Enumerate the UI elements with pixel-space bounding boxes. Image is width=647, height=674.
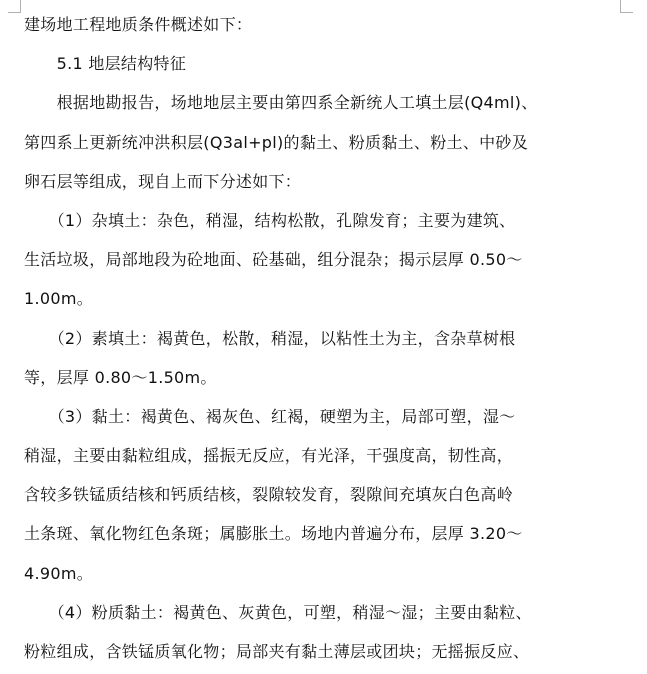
- text-line: 等，层厚 0.80～1.50m。: [24, 367, 217, 387]
- text-line: 含较多铁锰质结核和钙质结核，裂隙较发育，裂隙间充填灰白色高岭: [24, 485, 514, 505]
- document-body[interactable]: [24, 0, 616, 671]
- text-line: 土条斑、氧化物红色条斑；属膨胀土。场地内普遍分布，层厚 3.20～: [24, 524, 523, 544]
- text-line: 生活垃圾，局部地段为砼地面、砼基础，组分混杂；揭示层厚 0.50～: [24, 250, 523, 270]
- text-line: 第四系上更新统冲洪积层(Q3al+pl)的黏土、粉质黏土、粉土、中砂及: [24, 132, 529, 152]
- page-corner-mark-left: [8, 0, 21, 13]
- text-line: （3）黏土：褐黄色、褐灰色、红褐，硬塑为主，局部可塑，湿～: [24, 406, 516, 426]
- text-line: 根据地勘报告，场地地层主要由第四系全新统人工填土层(Q4ml)、: [24, 93, 538, 113]
- text-line: 建场地工程地质条件概述如下：: [24, 15, 253, 34]
- page-corner-mark-right: [620, 0, 633, 13]
- text-line: （1）杂填土：杂色，稍湿，结构松散，孔隙发育；主要为建筑、: [24, 210, 516, 230]
- text-line: 粉粒组成，含铁锰质氧化物；局部夹有黏土薄层或团块；无摇振反应、: [24, 642, 530, 661]
- text-line: 卵石层等组成，现自上而下分述如下：: [24, 171, 302, 191]
- text-line: 1.00m。: [24, 289, 94, 309]
- text-line: 稍湿，主要由黏粒组成，摇振无反应，有光泽，干强度高，韧性高，: [24, 446, 514, 466]
- text-line: （4）粉质黏土：褐黄色、灰黄色，可塑，稍湿～湿；主要由黏粒、: [24, 602, 532, 622]
- text-line: 4.90m。: [24, 563, 94, 583]
- section-heading: 5.1 地层结构特征: [24, 54, 187, 74]
- text-line: （2）素填土：褐黄色，松散，稍湿，以粘性土为主，含杂草树根: [24, 328, 516, 348]
